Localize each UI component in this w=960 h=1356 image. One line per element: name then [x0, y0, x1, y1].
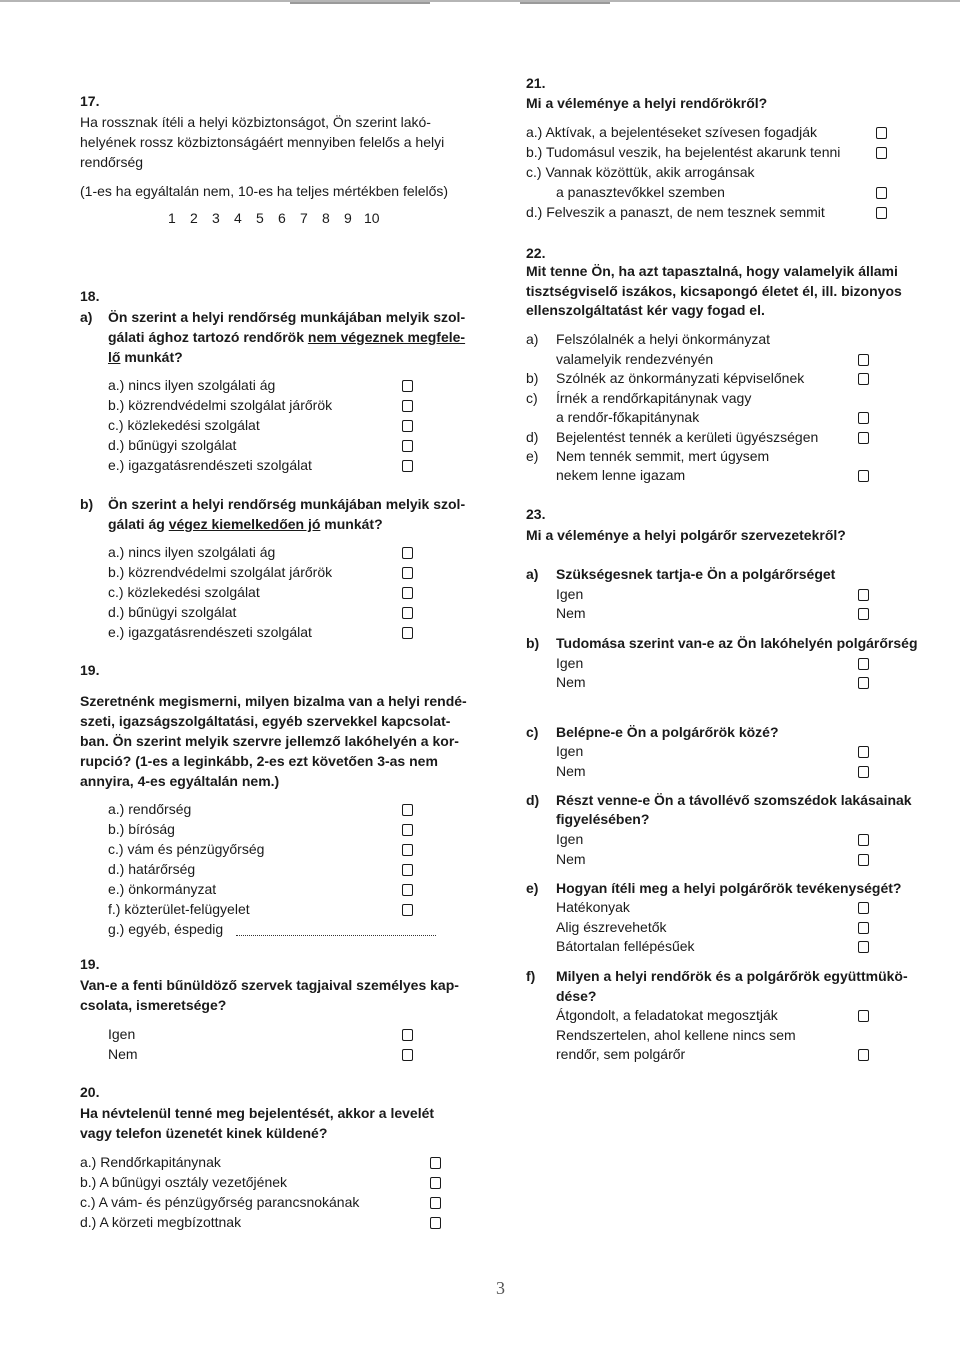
q21-option: d.) Felveszik a panaszt, de nem tesznek semmit — [526, 204, 825, 220]
q23-b-option: Igen — [556, 655, 584, 671]
q18b-option: b.) közrendvédelmi szolgálat járőrök — [108, 564, 333, 580]
q22-option: Felszólalnék a helyi önkormányzat — [556, 331, 770, 347]
q23-c-option: Igen — [556, 743, 584, 759]
q19b-checkbox[interactable] — [402, 1029, 413, 1041]
q18a-checkbox[interactable] — [402, 400, 413, 412]
q22-number: 22. — [526, 245, 546, 261]
q18a-option: b.) közrendvédelmi szolgálat járőrök — [108, 397, 333, 413]
q21-checkbox[interactable] — [876, 147, 887, 159]
q18a-checkbox[interactable] — [402, 380, 413, 392]
q18b-option: a.) nincs ilyen szolgálati ág — [108, 544, 276, 560]
q23-e-option: Alig észrevehetők — [556, 919, 667, 935]
q23-b-checkbox[interactable] — [858, 658, 869, 670]
q19a-number: 19. — [80, 662, 100, 678]
q21-option: b.) Tudomásul veszik, ha bejelentést akarunk tenni — [526, 144, 841, 160]
q21-option: c.) Vannak közöttük, akik arrogánsak — [526, 164, 755, 180]
q22-checkbox[interactable] — [858, 354, 869, 366]
q17-number: 17. — [80, 93, 100, 109]
q22-option-cont: nekem lenne igazam — [556, 467, 686, 483]
q21-checkbox[interactable] — [876, 127, 887, 139]
q18b-option: e.) igazgatásrendészeti szolgálat — [108, 624, 312, 640]
q21-option-cont: a panasztevőkkel szemben — [556, 184, 725, 200]
q23-b-checkbox[interactable] — [858, 677, 869, 689]
q22-option-marker: c) — [526, 390, 538, 406]
q23-e-checkbox[interactable] — [858, 902, 869, 914]
q23-b-marker: b) — [526, 635, 540, 651]
q19a-text: Szeretnénk megismerni, milyen bizalma van a helyi rendé- — [80, 693, 467, 709]
q23-a-question: Szükségesnek tartja-e Ön a polgárőrséget — [556, 566, 836, 582]
q19b-option: Igen — [108, 1026, 136, 1042]
q23-d-checkbox[interactable] — [858, 834, 869, 846]
scan-top-edge — [0, 0, 960, 2]
q18-number: 18. — [80, 288, 100, 304]
q19a-option: f.) közterület-felügyelet — [108, 901, 250, 917]
q22-checkbox[interactable] — [858, 432, 869, 444]
q19a-checkbox[interactable] — [402, 844, 413, 856]
q18b-checkbox[interactable] — [402, 607, 413, 619]
q22-option: Szólnék az önkormányzati képviselőnek — [556, 370, 805, 386]
q18-a-text-3-rest: munkát? — [120, 349, 183, 365]
scale-option[interactable]: 10 — [364, 210, 380, 226]
q19a-checkbox[interactable] — [402, 864, 413, 876]
q18b-checkbox[interactable] — [402, 587, 413, 599]
q20-number: 20. — [80, 1084, 100, 1100]
q22-text: Mit tenne Ön, ha azt tapasztalná, hogy valamelyik állami — [526, 263, 898, 279]
q18-a-text-1: Ön szerint a helyi rendőrség munkájában melyik szol- — [108, 309, 466, 325]
q19b-option: Nem — [108, 1046, 138, 1062]
q21-title: Mi a véleménye a helyi rendőrökről? — [526, 95, 768, 111]
q18-a-text-3 — [108, 348, 183, 367]
q23-a-option: Igen — [556, 586, 584, 602]
q19a-text: ban. Ön szerint melyik szervre jellemző lakóhelyén a kor- — [80, 733, 459, 749]
q18-b-text-2 — [108, 515, 383, 534]
q23-d-option: Nem — [556, 851, 586, 867]
scan-artifact — [290, 2, 430, 4]
q23-b-option: Nem — [556, 674, 586, 690]
q20-text: vagy telefon üzenetét kinek küldené? — [80, 1125, 328, 1141]
q19a-checkbox[interactable] — [402, 824, 413, 836]
scale-option[interactable]: 9 — [344, 210, 352, 226]
q17-text-1: Ha rossznak ítéli a helyi közbiztonságot, Ön szerint lakó- — [80, 114, 431, 130]
q19a-text: annyira, 4-es egyáltalán nem.) — [80, 773, 280, 789]
q23-e-marker: e) — [526, 880, 539, 896]
q20-text: Ha névtelenül tenné meg bejelentését, akkor a levelét — [80, 1105, 435, 1121]
q19a-other-input[interactable] — [236, 922, 436, 936]
q22-option-marker: e) — [526, 448, 539, 464]
q19a-text: rupció? (1-es a leginkább, 2-es ezt követően 3-as nem — [80, 753, 438, 769]
q17-text-3: rendőrség — [80, 154, 144, 170]
q18a-option: c.) közlekedési szolgálat — [108, 417, 260, 433]
q18-b-text-1: Ön szerint a helyi rendőrség munkájában melyik szol- — [108, 496, 466, 512]
q19a-checkbox[interactable] — [402, 804, 413, 816]
q23-f-marker: f) — [526, 968, 536, 984]
q18-a-marker: a) — [80, 309, 93, 325]
q23-a-checkbox[interactable] — [858, 608, 869, 620]
q20-option: b.) A bűnügyi osztály vezetőjének — [80, 1174, 288, 1190]
q23-f-question-cont: dése? — [556, 988, 597, 1004]
q18b-checkbox[interactable] — [402, 627, 413, 639]
q23-a-marker: a) — [526, 566, 539, 582]
q22-checkbox[interactable] — [858, 470, 869, 482]
q18-a-emphasis: nem végeznek megfele- — [307, 329, 466, 345]
q18-a-emphasis-end: lő — [108, 349, 121, 365]
scale-option[interactable]: 5 — [256, 210, 264, 226]
q20-checkbox[interactable] — [430, 1177, 441, 1189]
q23-d-checkbox[interactable] — [858, 854, 869, 866]
q22-option-cont: a rendőr-főkapitánynak — [556, 409, 700, 425]
q19b-checkbox[interactable] — [402, 1049, 413, 1061]
q23-d-marker: d) — [526, 792, 540, 808]
q23-f-checkbox[interactable] — [858, 1010, 869, 1022]
scale-option[interactable]: 1 — [168, 210, 176, 226]
q23-f-question: Milyen a helyi rendőrök és a polgárőrök együttmükö- — [556, 968, 908, 984]
q19b-text: Van-e a fenti bűnüldöző szervek tagjaival személyes kap- — [80, 977, 459, 993]
q23-a-checkbox[interactable] — [858, 589, 869, 601]
q18b-option: c.) közlekedési szolgálat — [108, 584, 260, 600]
q23-e-option: Hatékonyak — [556, 899, 630, 915]
q19b-number: 19. — [80, 956, 100, 972]
q23-e-checkbox[interactable] — [858, 941, 869, 953]
q22-option-marker: b) — [526, 370, 539, 386]
q22-option-marker: a) — [526, 331, 539, 347]
scale-option[interactable]: 2 — [190, 210, 198, 226]
q23-f-option: Átgondolt, a feladatokat megosztják — [556, 1007, 778, 1023]
q23-c-question: Belépne-e Ön a polgárőrök közé? — [556, 724, 779, 740]
q18a-checkbox[interactable] — [402, 460, 413, 472]
q18-b-emphasis: végez kiemelkedően jó — [168, 516, 321, 532]
q18-a-text-2-plain: gálati ághoz tartozó rendőrök — [108, 329, 305, 345]
scale-option[interactable]: 3 — [212, 210, 220, 226]
scan-artifact — [520, 2, 610, 4]
q20-checkbox[interactable] — [430, 1217, 441, 1229]
q21-number: 21. — [526, 75, 546, 91]
q19a-text: szeti, igazságszolgáltatási, egyéb szervekkel kapcsolat- — [80, 713, 451, 729]
q23-e-checkbox[interactable] — [858, 922, 869, 934]
scale-option[interactable]: 7 — [300, 210, 308, 226]
q22-checkbox[interactable] — [858, 373, 869, 385]
q21-checkbox[interactable] — [876, 187, 887, 199]
q17-scale-note: (1-es ha egyáltalán nem, 10-es ha teljes mértékben felelős) — [80, 183, 449, 199]
q22-checkbox[interactable] — [858, 412, 869, 424]
q18-b-marker: b) — [80, 496, 94, 512]
q22-option: Írnék a rendőrkapitánynak vagy — [556, 390, 752, 406]
q19a-option: d.) határőrség — [108, 861, 196, 877]
q18-b-text-2-end: munkát? — [320, 516, 383, 532]
q22-option: Bejelentést tennék a kerületi ügyészségen — [556, 429, 819, 445]
q19a-option: c.) vám és pénzügyőrség — [108, 841, 265, 857]
q18a-option: e.) igazgatásrendészeti szolgálat — [108, 457, 312, 473]
q23-e-question: Hogyan ítéli meg a helyi polgárőrök tevékenységét? — [556, 880, 902, 896]
q23-a-option: Nem — [556, 605, 586, 621]
q23-c-checkbox[interactable] — [858, 746, 869, 758]
q18a-option: a.) nincs ilyen szolgálati ág — [108, 377, 276, 393]
q23-d-question-cont: figyelésében? — [556, 811, 650, 827]
scale-option[interactable]: 4 — [234, 210, 242, 226]
q20-option: a.) Rendőrkapitánynak — [80, 1154, 221, 1170]
q21-option: a.) Aktívak, a bejelentéseket szívesen fogadják — [526, 124, 818, 140]
q19b-text: csolata, ismeretsége? — [80, 997, 227, 1013]
q23-e-option: Bátortalan fellépésűek — [556, 938, 695, 954]
q22-option-marker: d) — [526, 429, 539, 445]
q20-option: c.) A vám- és pénzügyőrség parancsnokának — [80, 1194, 360, 1210]
q18-a-text-2 — [108, 328, 465, 347]
scale-option[interactable]: 6 — [278, 210, 286, 226]
q17-text-2: helyének rossz közbiztonságáért mennyiben felelős a helyi — [80, 134, 445, 150]
q20-option: d.) A körzeti megbízottnak — [80, 1214, 242, 1230]
q18a-checkbox[interactable] — [402, 420, 413, 432]
page-number: 3 — [496, 1278, 505, 1298]
q18-b-text-2-start: gálati ág — [108, 516, 169, 532]
q20-checkbox[interactable] — [430, 1157, 441, 1169]
q19a-option: a.) rendőrség — [108, 801, 192, 817]
q18a-checkbox[interactable] — [402, 440, 413, 452]
q19a-checkbox[interactable] — [402, 884, 413, 896]
q23-d-question: Részt venne-e Ön a távollévő szomszédok lakásainak — [556, 792, 912, 808]
q20-checkbox[interactable] — [430, 1197, 441, 1209]
q19a-other-label: g.) egyéb, éspedig — [108, 921, 224, 937]
q22-text: tisztségviselő iszákos, kicsapongó életet él, ill. bizonyos — [526, 283, 902, 299]
scale-option[interactable]: 8 — [322, 210, 330, 226]
q22-option-cont: valamelyik rendezvényén — [556, 351, 714, 367]
q19a-option: b.) bíróság — [108, 821, 175, 837]
q23-f-checkbox[interactable] — [858, 1049, 869, 1061]
q23-f-option: Rendszertelen, ahol kellene nincs sem — [556, 1027, 796, 1043]
q23-c-marker: c) — [526, 724, 539, 740]
q18a-option: d.) bűnügyi szolgálat — [108, 437, 237, 453]
q23-number: 23. — [526, 506, 546, 522]
q23-d-option: Igen — [556, 831, 584, 847]
q23-title: Mi a véleménye a helyi polgárőr szervezetekről? — [526, 527, 846, 543]
q19a-checkbox[interactable] — [402, 904, 413, 916]
q23-f-option-cont: rendőr, sem polgárőr — [556, 1046, 686, 1062]
q18b-checkbox[interactable] — [402, 567, 413, 579]
q22-option: Nem tennék semmit, mert úgysem — [556, 448, 770, 464]
q23-b-question: Tudomása szerint van-e az Ön lakóhelyén polgárőrség — [556, 635, 918, 651]
q21-checkbox[interactable] — [876, 207, 887, 219]
q18b-checkbox[interactable] — [402, 547, 413, 559]
q19a-option: e.) önkormányzat — [108, 881, 217, 897]
q18b-option: d.) bűnügyi szolgálat — [108, 604, 237, 620]
q23-c-checkbox[interactable] — [858, 766, 869, 778]
q23-c-option: Nem — [556, 763, 586, 779]
q22-text: ellenszolgáltatást kér vagy fogad el. — [526, 302, 765, 318]
